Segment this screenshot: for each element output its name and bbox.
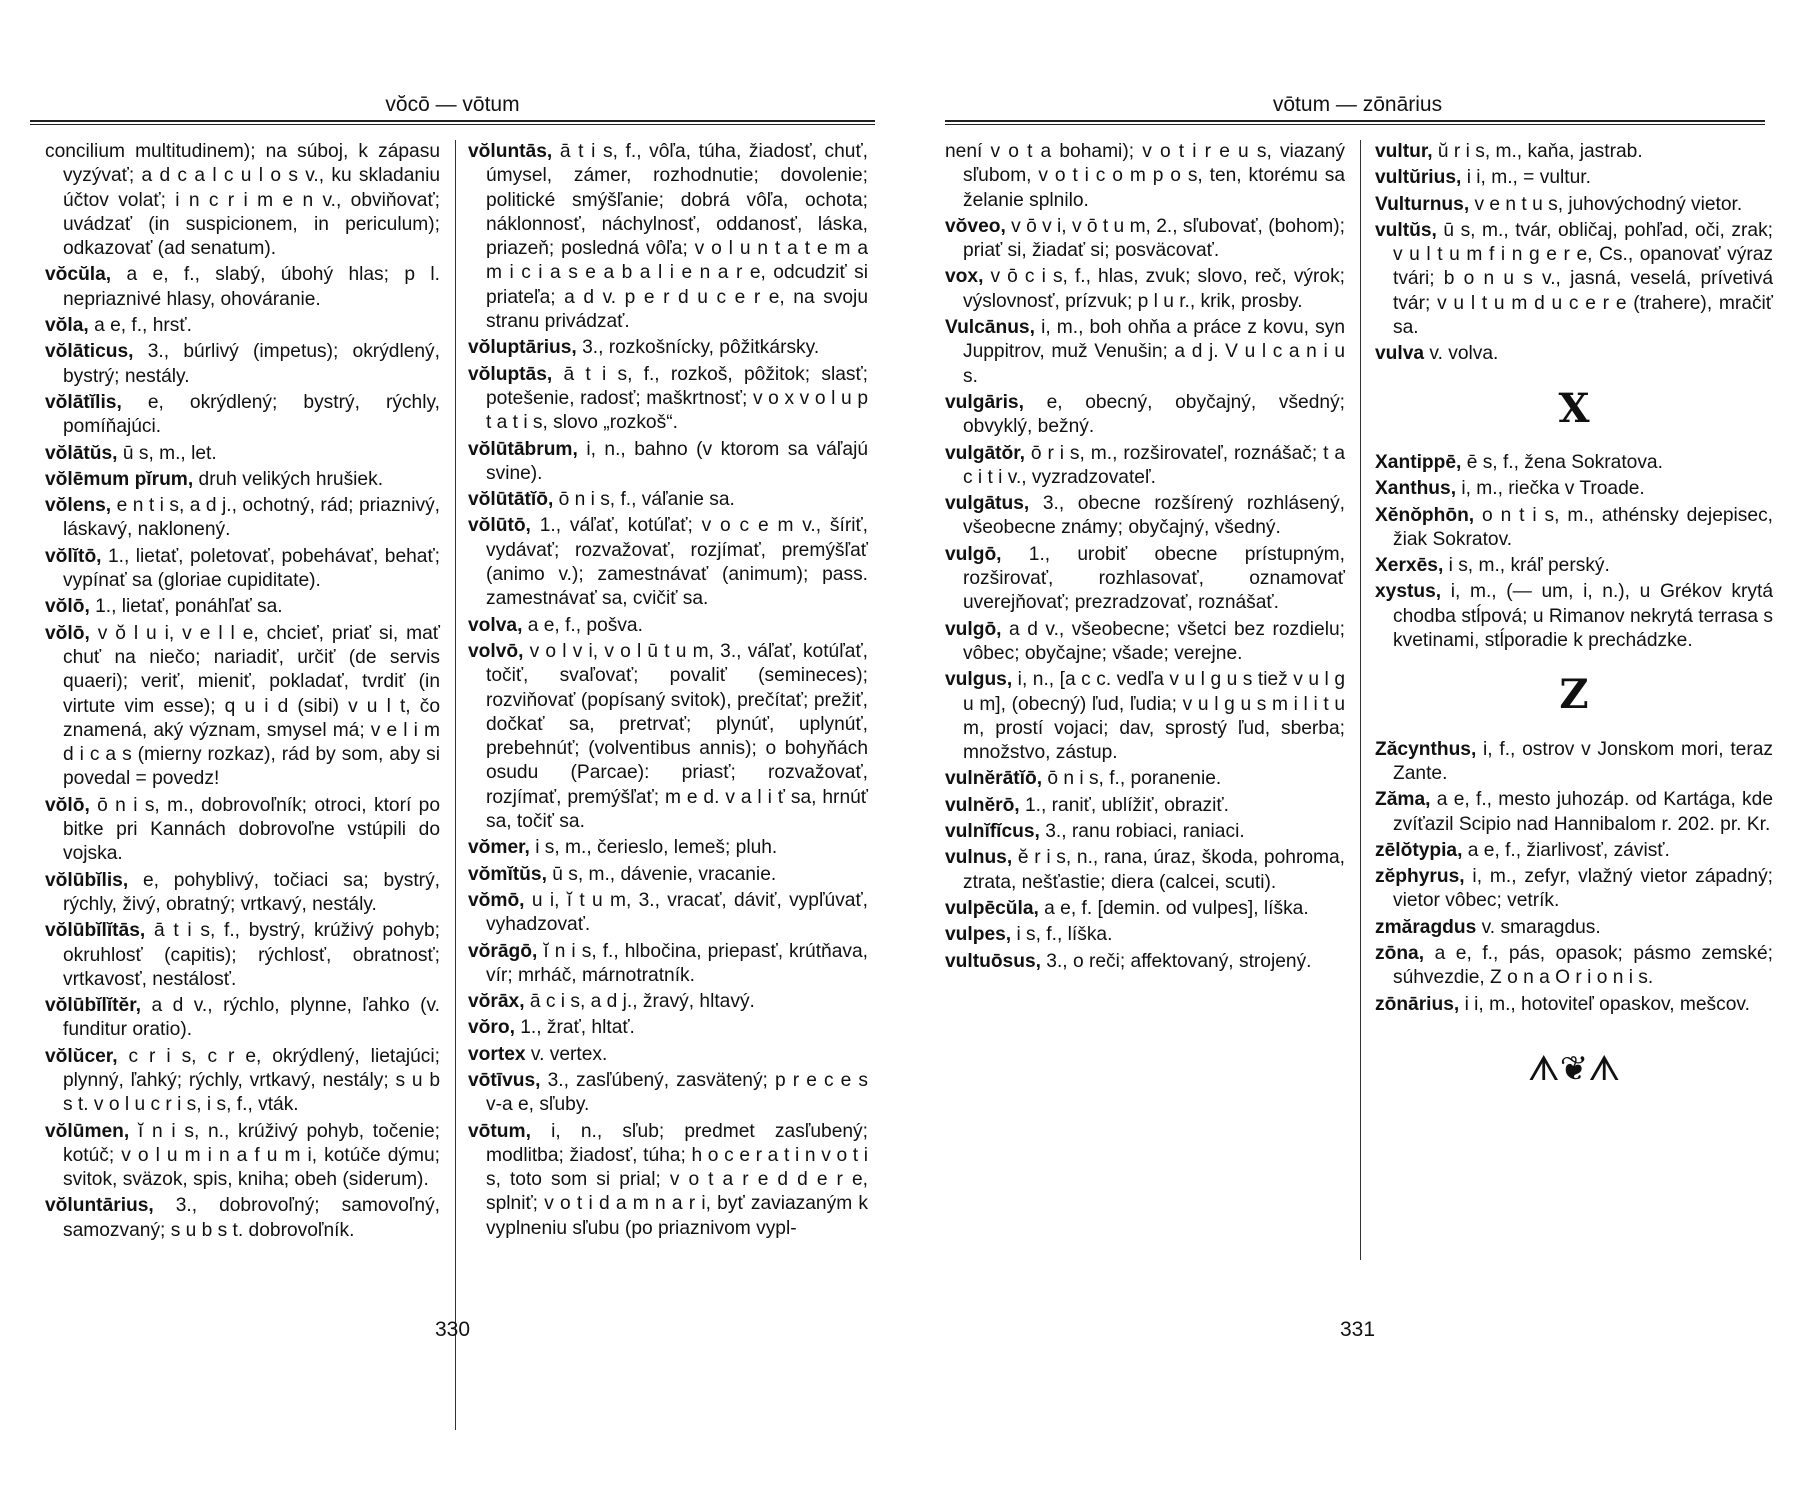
entry-text: a e, f., hrsť. [88,315,192,337]
dictionary-entry [945,950,1345,974]
entry-text: 1., lietať, poletovať, pobehávať, behať; vypínať sa (gloriae cupiditate). [63,545,440,592]
headword: Xanthus, [1375,478,1457,500]
entry-text: i, f., ostrov v Jonskom mori, teraz Zante. [1393,738,1773,784]
headword: vŏlūbĭlĭtās, [45,920,146,942]
dictionary-entry [1375,451,1773,475]
entry-text: v ŏ l u i, v e l l e, chcieť, priať si, mať chuť na niečo; nariadiť, určiť (de servis quaeri); veriť, mieniť, pokladať, tvrdiť (in virtute vim esse); q u i d (sibi) v u l t, čo znamená, aký význam, smysel má; v e l i m d i c a s (mierny rozkaz), rád by som, aby si povedal = povedz! [63,622,440,790]
entry-text: ū s, m., tvár, obličaj, pohľad, oči, zrak; v u l t u m f i n g e r e, Cs., opanovať výraz tvári; b o n u s v., jasná, veselá, prívetivá tvár; v u l t u m d u c e r e (trahere), mračiť sa. [1393,219,1773,339]
headword: vŏcŭla, [45,264,112,286]
headword: vortex [468,1043,526,1065]
dictionary-entry [45,869,440,918]
entry-text: i i, m., = vultur. [1461,167,1591,189]
headword: vŏluptās, [468,363,553,385]
dictionary-entry [1375,166,1773,190]
dictionary-entry [45,919,440,992]
dictionary-entry [945,215,1345,264]
headword: vŏmer, [468,837,530,859]
dictionary-entry [468,614,868,638]
entry-text: 3., zasľúbený, zasvätený; p r e c e s v-a e, sľuby. [486,1069,868,1116]
dictionary-entry [45,140,440,261]
headword: volva, [468,614,523,636]
entry-text: 1., lietať, ponáhľať sa. [89,596,283,618]
dictionary-entry [1375,477,1773,501]
entry-text: 3., rozkošnícky, pôžitkársky. [576,337,820,359]
headword: vŏlens, [45,495,112,517]
headword: vulnĕrō, [945,794,1020,816]
dictionary-entry [1375,738,1773,787]
entry-text: ō n i s, f., váľanie sa. [553,489,735,511]
dictionary-entry [45,391,440,440]
headword: vulgō, [945,543,1002,565]
entry-text: ō r i s, m., rozširovateľ, roznášač; t a c i t i v., vyzradzovateľ. [963,442,1345,488]
dictionary-entry [1375,942,1773,991]
dictionary-entry [1375,580,1773,653]
entry-text: v o l v i, v o l ū t u m, 3., váľať, kotúľať, točiť, svaľovať; povaliť (semineces); rozviňovať (popísaný svitok), prečítať; prežiť, dočkať sa, pretrvať; plynúť, uplynúť, prebehnúť; (volventibus annis); o bohyňách osudu (Parcae): priasť; rozvažovať, rozjímať, premýšľať; m e d. v a l i ť sa, hrnúť sa, točiť sa. [486,640,868,833]
entry-text: ĕ r i s, n., rana, úraz, škoda, pohroma, ztrata, nešťastie; diera (calcei, scuti). [963,847,1345,893]
entry-text: a e, f., mesto juhozáp. od Kartága, kde zvíťazil Scipio nad Hannibalom r. 202. pr. Kr. [1393,789,1773,835]
dictionary-entry [45,468,440,492]
headword: vox, [945,266,984,288]
headword: Zăcynthus, [1375,738,1477,760]
entry-text: a e, f., pošva. [522,614,643,636]
entry-text: ā c i s, a d j., žravý, hltavý. [524,991,755,1013]
headword: vŏlūtābrum, [468,438,578,460]
entry-text: e, pohyblivý, točiaci sa; bystrý, rýchly, živý, obratný; vrtkavý, nestály. [63,869,440,915]
dictionary-entry [945,923,1345,947]
headword: vultŭrius, [1375,167,1462,189]
headword: vulgus, [945,669,1013,691]
dictionary-entry [468,1016,868,1040]
right-page [905,0,1810,1500]
entry-text: a e, f., pás, opasok; pásmo zemské; súhvezdie, Z o n a O r i o n i s. [1393,943,1773,989]
headword: zēlŏtypia, [1375,839,1463,861]
dictionary-entry [468,336,868,360]
dictionary-entry [945,391,1345,440]
dictionary-entry [45,1045,440,1118]
entry-text: i, n., bahno (v ktorom sa váľajú svine). [486,438,868,484]
dictionary-entry [945,897,1345,921]
dictionary-entry [1375,788,1773,837]
dictionary-entry [45,340,440,389]
headword: vŏlēmum pĭrum, [45,468,194,490]
headword: vulpēcŭla, [945,897,1039,919]
dictionary-entry [945,794,1345,818]
column-divider [455,140,456,1430]
dictionary-entry [945,618,1345,667]
headword: vōtīvus, [468,1069,541,1091]
entry-text: ē s, f., žena Sokratova. [1461,451,1663,473]
entry-text: ŭ r i s, m., kaňa, jastrab. [1432,141,1643,162]
headword: vulnus, [945,847,1013,869]
dictionary-entry [468,363,868,436]
entry-text: v ō c i s, f., hlas, zvuk; slovo, reč, výrok; výslovnosť, prízvuk; p l u r., krik, prosby. [963,266,1345,312]
entry-text: a d v., všeobecne; všetci bez rozdielu; vôbec; obyčajne; všade; verejne. [963,618,1345,664]
dictionary-entry [468,863,868,887]
headword: vŏlūmen, [45,1120,130,1142]
entry-text: ū s, m., dávenie, vracanie. [546,863,777,885]
header-rule-thin [30,124,875,125]
headword: vŏlūtō, [468,515,531,537]
headword: vŏluntās, [468,141,553,162]
headword: Xĕnŏphōn, [1375,504,1475,526]
headword: zĕphyrus, [1375,866,1465,888]
headword: vultuōsus, [945,950,1041,972]
headword: volvō, [468,640,524,662]
entry-text: druh velikých hrušiek. [193,468,384,490]
headword: vŏlāticus, [45,341,134,363]
headword: vŏlātŭs, [45,442,118,464]
entry-text: v. vertex. [525,1043,608,1065]
right-column-2 [1375,140,1773,1089]
dictionary-entry [468,438,868,487]
headword: vŏla, [45,315,89,337]
dictionary-entry [1375,916,1773,940]
headword: vŏlō, [45,794,90,816]
entry-text: 3., obecne rozšírený rozhlásený, všeobecne známy; obyčajný, všedný. [963,493,1345,539]
entry-text: 1., urobiť obecne prístupným, rozširovať, rozhlasovať, oznamovať uverejňovať; prezradzovať, roznášať. [963,543,1345,614]
headword: vultŭs, [1375,219,1437,241]
entry-text: u i, ĭ t u m, 3., vracať, dáviť, vypľúvať, vyhadzovať. [486,889,868,936]
dictionary-entry [1375,554,1773,578]
dictionary-entry [45,494,440,543]
dictionary-entry [945,442,1345,491]
dictionary-entry [45,595,440,619]
entry-text: o n t i s, m., athénsky dejepisec, žiak Sokratov. [1393,504,1773,550]
headword: vŏveo, [945,215,1006,237]
headword: vŏlūbĭlĭtĕr, [45,995,141,1017]
entry-text: v ō v i, v ō t u m, 2., sľubovať, (bohom); priať si, žiadať si; posväcovať. [963,215,1345,262]
headword: vulpes, [945,924,1012,946]
dictionary-entry [945,668,1345,765]
running-header-left: vŏcō — vōtum [385,93,520,116]
headword: vŏlūbĭlis, [45,869,129,891]
headword: vŏro, [468,1017,515,1039]
entry-text: i s, f., líška. [1011,924,1113,946]
header-rule [945,120,1765,122]
left-column-1 [45,140,440,1245]
dictionary-entry [1375,993,1773,1017]
headword: vulnĭfĭcus, [945,821,1040,843]
dictionary-entry [945,820,1345,844]
headword: vŏmĭtŭs, [468,863,547,885]
header-rule-thin [945,124,1765,125]
dictionary-entry [468,1069,868,1118]
entry-text: 3., o reči; affektovaný, strojený. [1040,950,1312,972]
entry-text: e n t i s, a d j., ochotný, rád; priaznivý, láskavý, naklonený. [63,495,440,541]
dictionary-entry [45,794,440,867]
page-number-right: 331 [1339,1318,1376,1341]
dictionary-entry [1375,342,1773,366]
headword: vŏlūtātĭō, [468,489,554,511]
entry-text: 1., raniť, ublížiť, obraziť. [1019,794,1229,816]
dictionary-entry [45,1194,440,1243]
dictionary-entry [45,442,440,466]
right-column-1 [945,140,1345,976]
headword: vŏrāx, [468,991,525,1013]
headword: zmăragdus [1375,916,1477,938]
dictionary-entry [945,265,1345,314]
headword: xystus, [1375,581,1442,603]
entry-text: ō n i s, m., dobrovoľník; otroci, ktorí po bitke pri Kannách dobrovoľne vstúpili do vojska. [63,794,440,865]
dictionary-entry [945,316,1345,389]
headword: vŏluptārius, [468,337,577,359]
dictionary-entry [1375,504,1773,553]
headword: Zăma, [1375,789,1431,811]
entry-text: v e n t u s, juhovýchodný vietor. [1469,193,1743,215]
dictionary-entry [1375,219,1773,340]
dictionary-entry [1375,839,1773,863]
headword: vŏlŭcer, [45,1045,118,1067]
dictionary-entry [468,140,868,334]
dictionary-entry [1375,140,1773,164]
entry-text: i, n., [a c c. vedľa v u l g u s tiež v u l g u m], (obecný) ľud, ľudia; v u l g u s m i l i t u m, prostí vojaci; dav, sprostý ľud, sberba; množstvo, zástup. [963,669,1345,764]
entry-text: ō n i s, f., poranenie. [1042,768,1222,790]
section-letter-x: X [1558,384,1590,432]
entry-text: a d v., rýchlo, plynne, ľahko (v. funditur oratio). [63,995,440,1041]
entry-text: i s, m., čerieslo, lemeš; pluh. [529,837,778,859]
headword: vulgātus, [945,493,1030,515]
headword: vŏlātĭlis, [45,391,122,413]
dictionary-entry [945,846,1345,895]
headword: vŏmō, [468,889,525,911]
dictionary-entry [468,488,868,512]
page-number-left: 330 [434,1318,471,1341]
dictionary-entry [468,940,868,989]
entry-text: i, m., boh ohňa a práce z kovu, syn Juppitrov, muž Venušin; a d j. V u l c a n i u s. [963,317,1345,387]
headword: vŏlō, [45,596,90,618]
entry-text: concilium multitudinem); na súboj, k zápasu vyzývať; a d c a l c u l o s v., ku skladaniu účtov volať; i n c r i m e n v., obviňovať; uvádzať (in suspicionem, in periculum); odkazovať (ad senatum). [45,141,440,260]
entry-text: není v o t a bohami); v o t i r e u s, viazaný sľubom, v o t i c o m p o s, ten, ktorému sa želanie splnilo. [945,141,1345,211]
dictionary-entry [45,263,440,312]
dictionary-entry [45,1120,440,1193]
entry-text: 1., váľať, kotúľať; v o c e m v., šíriť, vydávať; rozvažovať, rozjímať, premýšľať (animo v.); zamestnávať (animum); pass. zamestnávať sa, cvičiť sa. [486,515,868,610]
dictionary-entry [468,514,868,611]
entry-text: a e, f., slabý, úbohý hlas; p l. nepriaznivé hlasy, ohováranie. [63,264,440,310]
column-divider [1360,140,1361,1260]
entry-text: 3., dobrovoľný; samovoľný, samozvaný; s u b s t. dobrovoľník. [63,1195,440,1241]
left-column-2 [468,140,868,1243]
headword: Xerxēs, [1375,555,1444,577]
entry-text: e, okrýdlený; bystrý, rýchly, pomíňajúci. [63,391,440,438]
headword: Vulturnus, [1375,193,1470,215]
dictionary-entry [45,622,440,792]
headword: vulgātŏr, [945,442,1025,464]
dictionary-entry [1375,193,1773,217]
headword: zōna, [1375,943,1425,965]
header-rule [30,120,875,122]
ornament-icon: ᗑ❦ᗑ [1527,1048,1621,1089]
dictionary-entry [468,836,868,860]
dictionary-entry [945,767,1345,791]
entry-text: i, m., riečka v Troade. [1456,478,1645,500]
entry-text: ū s, m., let. [117,442,217,464]
dictionary-entry [945,492,1345,541]
dictionary-entry [468,1120,868,1241]
dictionary-entry [468,990,868,1014]
entry-text: i, n., sľub; predmet zasľubený; modlitba; žiadosť, túha; h o c e r a t i n v o t i s, toto som si prial; v o t a r e d d e r e, splniť; v o t i d a m n a r i, byť zaviazaným k vyplneniu sľubu (po priaznivom vypl- [486,1120,868,1239]
headword: vultur, [1375,141,1433,162]
entry-text: e, obecný, obyčajný, všedný; obvyklý, bežný. [963,391,1345,438]
entry-text: c r i s, c r e, okrýdlený, lietajúci; plynný, ľahký; rýchly, vrtkavý, nestály; s u b s t. v o l u c r i s, i s, f., vták. [63,1045,440,1116]
headword: vulva [1375,343,1425,365]
headword: vulgāris, [945,391,1024,413]
headword: Xantippē, [1375,451,1462,473]
headword: zōnārius, [1375,993,1460,1015]
dictionary-entry [45,545,440,594]
headword: vŏlō, [45,622,90,644]
dictionary-entry [1375,865,1773,914]
entry-text: ĭ n i s, f., hlbočina, priepasť, krútňava, vír; mrháč, márnotratník. [486,940,868,986]
entry-text: ā t i s, f., bystrý, krúživý pohyb; okruhlosť (capitis); rýchlosť, obratnosť; vrtkavosť, nestálosť. [63,920,440,990]
entry-text: i, m., zefyr, vlažný vietor západný; vietor vôbec; vetrík. [1393,866,1773,912]
headword: Vulcānus, [945,317,1035,339]
entry-text: v. smaragdus. [1476,916,1601,938]
entry-text: 3., ranu robiaci, raniaci. [1039,821,1245,843]
entry-text: a e, f., žiarlivosť, závisť. [1462,839,1670,861]
headword: vŏlĭtō, [45,545,102,567]
entry-text: ā t i s, f., rozkoš, pôžitok; slasť; potešenie, radosť; maškrtnosť; v o x v o l u p t a t i s, slovo „rozkoš“. [486,363,868,434]
dictionary-entry [945,543,1345,616]
running-header-right: vōtum — zōnārius [1272,93,1443,116]
headword: vulnĕrātĭō, [945,768,1043,790]
headword: vŏluntārius, [45,1195,154,1217]
entry-text: i s, m., kráľ perský. [1443,555,1610,577]
headword: vōtum, [468,1120,531,1142]
dictionary-entry [468,640,868,834]
entry-text: ĭ n i s, n., krúživý pohyb, točenie; kotúč; v o l u m i n a f u m i, kotúče dýmu; svitok, sväzok, spis, kniha; obeh (siderum). [63,1120,440,1191]
entry-text: v. volva. [1424,343,1499,365]
dictionary-entry [468,889,868,938]
entry-text: i i, m., hotoviteľ opaskov, mešcov. [1459,993,1750,1015]
headword: vulgō, [945,618,1002,640]
headword: vŏrāgō, [468,940,538,962]
entry-text: 3., búrlivý (impetus); okrýdlený, bystrý; nestály. [63,341,440,387]
dictionary-entry [945,140,1345,213]
entry-text: a e, f. [demin. od vulpes], líška. [1038,897,1309,919]
entry-text: 1., žrať, hltať. [514,1017,635,1039]
entry-text: ā t i s, f., vôľa, túha, žiadosť, chuť, úmysel, zámer, rozhodnutie; dovolenie; politické smýšľanie; dobrá vôľa, ochota; náklonnosť, náchylnosť, oddanosť, láska, priazeň; posledná vôľa; v o l u n t a t e m a m i c i a s e a b a l i e n a r e, odcudziť si priateľa; a d v. p e r d u c e r e, na svoju stranu privádzať. [486,141,868,333]
entry-text: i, m., (— um, i, n.), u Grékov krytá chodba stĺpová; u Rimanov nekrytá terrasa s kvetinami, stĺporadie k prechádzke. [1393,581,1773,652]
section-letter-z: Z [1559,671,1589,719]
dictionary-entry [468,1043,868,1067]
dictionary-entry [45,994,440,1043]
dictionary-entry [45,314,440,338]
